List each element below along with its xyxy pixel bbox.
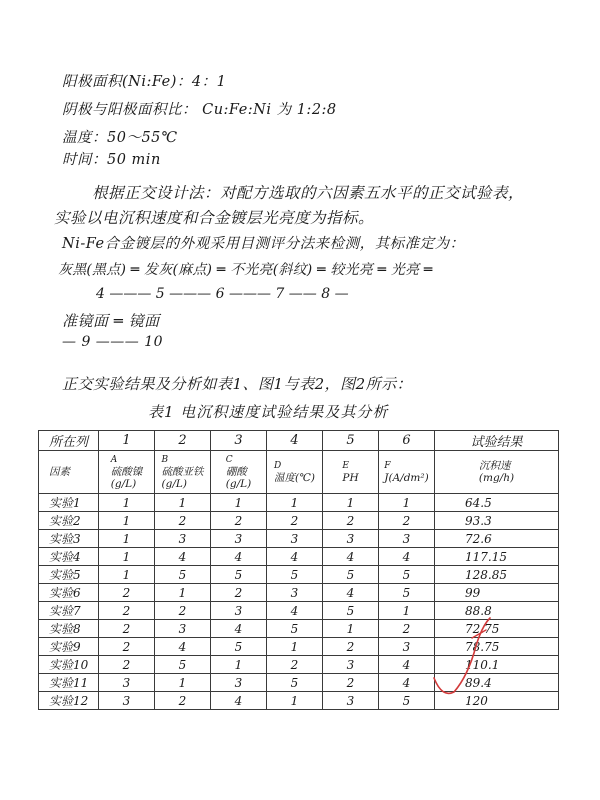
factor-unit: (g/L) [225, 478, 252, 490]
table-row [39, 530, 559, 548]
level-cell: 3 [211, 602, 267, 620]
result-cell: 72.75 [435, 620, 559, 638]
level-cell: 4 [267, 548, 323, 566]
corner-bottom-cell: 因素 [39, 451, 99, 494]
table-row [39, 512, 559, 530]
row-label: 实验2 [39, 512, 99, 530]
table-row [39, 620, 559, 638]
level-cell: 2 [99, 656, 155, 674]
scale-row-2: 4 ——— 5 ——— 6 ——— 7 —— 8 — [96, 286, 349, 302]
level-cell: 3 [323, 692, 379, 710]
level-cell: 5 [323, 566, 379, 584]
level-cell: 5 [379, 566, 435, 584]
level-cell: 4 [155, 638, 211, 656]
row-label: 实验11 [39, 674, 99, 692]
col-number: 2 [155, 431, 211, 451]
level-cell: 4 [323, 548, 379, 566]
result-cell: 88.8 [435, 602, 559, 620]
factor-header [379, 451, 435, 494]
result-header: 试验结果 [435, 431, 559, 451]
col-number: 4 [267, 431, 323, 451]
level-cell: 2 [155, 512, 211, 530]
level-cell: 2 [99, 602, 155, 620]
result-cell: 120 [435, 692, 559, 710]
factor-letter: D [274, 461, 282, 471]
table-row [39, 566, 559, 584]
level-cell: 1 [323, 620, 379, 638]
results-table [38, 430, 559, 710]
level-cell: 3 [211, 674, 267, 692]
level-cell: 3 [99, 692, 155, 710]
result-sub: 沉积速 [478, 460, 511, 472]
row-label: 实验9 [39, 638, 99, 656]
factor-header [211, 451, 267, 494]
row-label: 实验6 [39, 584, 99, 602]
column-number-row [39, 431, 559, 451]
level-cell: 4 [267, 602, 323, 620]
factor-header [267, 451, 323, 494]
level-cell: 2 [155, 602, 211, 620]
level-cell: 3 [155, 530, 211, 548]
table-row [39, 674, 559, 692]
row-label: 实验10 [39, 656, 99, 674]
factor-unit: (g/L) [161, 478, 187, 490]
row-label: 实验7 [39, 602, 99, 620]
table-row [39, 692, 559, 710]
factor-letter: B [161, 455, 169, 465]
table-row [39, 494, 559, 512]
level-cell: 3 [155, 620, 211, 638]
result-cell: 110.1 [435, 656, 559, 674]
factor-name: J(A/dm²) [384, 472, 429, 484]
anode-area-line: 阳极面积(Ni:Fe)：4：1 [62, 74, 227, 90]
level-cell: 5 [155, 566, 211, 584]
level-cell: 5 [379, 692, 435, 710]
scale-row-1: 灰黑(黑点) ═ 发灰(麻点) ═ 不光亮(斜纹) ═ 较光亮 ═ 光亮 ═ [58, 262, 433, 278]
level-cell: 4 [379, 656, 435, 674]
level-cell: 1 [379, 494, 435, 512]
level-cell: 5 [211, 566, 267, 584]
level-cell: 2 [155, 692, 211, 710]
level-cell: 1 [211, 494, 267, 512]
level-cell: 2 [379, 512, 435, 530]
factor-letter: A [110, 455, 118, 465]
factor-name: 硫酸亚铁 [161, 466, 204, 478]
corner-top-cell: 所在列 [39, 431, 99, 451]
result-cell: 99 [435, 584, 559, 602]
factor-header-row [39, 451, 559, 494]
level-cell: 3 [99, 674, 155, 692]
col-number: 5 [323, 431, 379, 451]
level-cell: 2 [211, 512, 267, 530]
level-cell: 2 [323, 512, 379, 530]
row-label: 实验8 [39, 620, 99, 638]
level-cell: 5 [211, 638, 267, 656]
level-cell: 2 [267, 512, 323, 530]
level-cell: 4 [379, 548, 435, 566]
factor-header [99, 451, 155, 494]
level-cell: 5 [379, 584, 435, 602]
result-cell: 128.85 [435, 566, 559, 584]
level-cell: 1 [379, 602, 435, 620]
row-label: 实验5 [39, 566, 99, 584]
col-number: 1 [99, 431, 155, 451]
factor-name: 硫酸镍 [110, 466, 143, 478]
level-cell: 1 [155, 674, 211, 692]
factor-letter: F [384, 461, 391, 471]
level-cell: 4 [211, 692, 267, 710]
col-number: 6 [379, 431, 435, 451]
result-unit: (mg/h) [478, 472, 515, 484]
table-row [39, 602, 559, 620]
level-cell: 2 [211, 584, 267, 602]
level-cell: 1 [99, 548, 155, 566]
level-cell: 1 [99, 494, 155, 512]
level-cell: 4 [211, 620, 267, 638]
level-cell: 5 [267, 674, 323, 692]
level-cell: 2 [323, 638, 379, 656]
level-cell: 5 [267, 620, 323, 638]
table-row [39, 638, 559, 656]
row-label: 实验3 [39, 530, 99, 548]
level-cell: 3 [267, 584, 323, 602]
level-cell: 1 [99, 530, 155, 548]
result-cell: 72.6 [435, 530, 559, 548]
level-cell: 2 [267, 656, 323, 674]
factor-name: PH [342, 472, 359, 484]
factor-name: 温度(℃) [274, 472, 315, 484]
row-label: 实验4 [39, 548, 99, 566]
level-cell: 2 [323, 674, 379, 692]
level-cell: 1 [211, 656, 267, 674]
level-cell: 1 [267, 638, 323, 656]
level-cell: 4 [211, 548, 267, 566]
level-cell: 3 [323, 530, 379, 548]
result-cell: 89.4 [435, 674, 559, 692]
level-cell: 5 [323, 602, 379, 620]
level-cell: 1 [99, 512, 155, 530]
level-cell: 1 [323, 494, 379, 512]
level-cell: 3 [379, 530, 435, 548]
time-line: 时间：50 min [62, 152, 161, 168]
level-cell: 1 [267, 692, 323, 710]
table-caption: 表1 电沉积速度试验结果及其分析 [148, 403, 389, 421]
level-cell: 5 [267, 566, 323, 584]
level-cell: 2 [99, 638, 155, 656]
level-cell: 4 [323, 584, 379, 602]
level-cell: 3 [211, 530, 267, 548]
intro-text: 正交实验结果及分析如表1、图1与表2，图2所示： [62, 375, 413, 393]
factor-letter: C [225, 455, 233, 465]
factor-header [323, 451, 379, 494]
level-cell: 2 [99, 620, 155, 638]
level-cell: 4 [379, 674, 435, 692]
level-cell: 2 [99, 584, 155, 602]
paragraph-line-1: 根据正交设计法：对配方选取的六因素五水平的正交试验表， [92, 184, 525, 202]
table-row [39, 548, 559, 566]
table-row [39, 656, 559, 674]
result-cell: 78.75 [435, 638, 559, 656]
level-cell: 1 [267, 494, 323, 512]
result-subheader [435, 451, 559, 494]
level-cell: 1 [155, 584, 211, 602]
result-cell: 117.15 [435, 548, 559, 566]
level-cell: 3 [323, 656, 379, 674]
factor-header [155, 451, 211, 494]
row-label: 实验12 [39, 692, 99, 710]
cathode-ratio-line: 阴极与阳极面积比： Cu:Fe:Ni 为 1:2:8 [62, 102, 337, 118]
factor-name: 硼酸 [225, 466, 247, 478]
temperature-line: 温度：50～55℃ [62, 130, 178, 146]
row-label: 实验1 [39, 494, 99, 512]
level-cell: 1 [99, 566, 155, 584]
table-row [39, 584, 559, 602]
factor-unit: (g/L) [110, 478, 137, 490]
result-cell: 64.5 [435, 494, 559, 512]
scale-row-3: 准镜面 ═ 镜面 [62, 312, 160, 330]
level-cell: 1 [155, 494, 211, 512]
level-cell: 4 [155, 548, 211, 566]
scale-row-4: — 9 ——— 10 [62, 334, 164, 350]
level-cell: 3 [379, 638, 435, 656]
paragraph-line-2: 实验以电沉积速度和合金镀层光亮度为指标。 [54, 209, 375, 227]
result-cell: 93.3 [435, 512, 559, 530]
col-number: 3 [211, 431, 267, 451]
level-cell: 2 [379, 620, 435, 638]
paragraph-line-3: Ni-Fe合金镀层的外观采用目测评分法来检测，其标准定为： [62, 236, 465, 252]
level-cell: 5 [155, 656, 211, 674]
level-cell: 3 [267, 530, 323, 548]
factor-letter: E [342, 461, 349, 471]
